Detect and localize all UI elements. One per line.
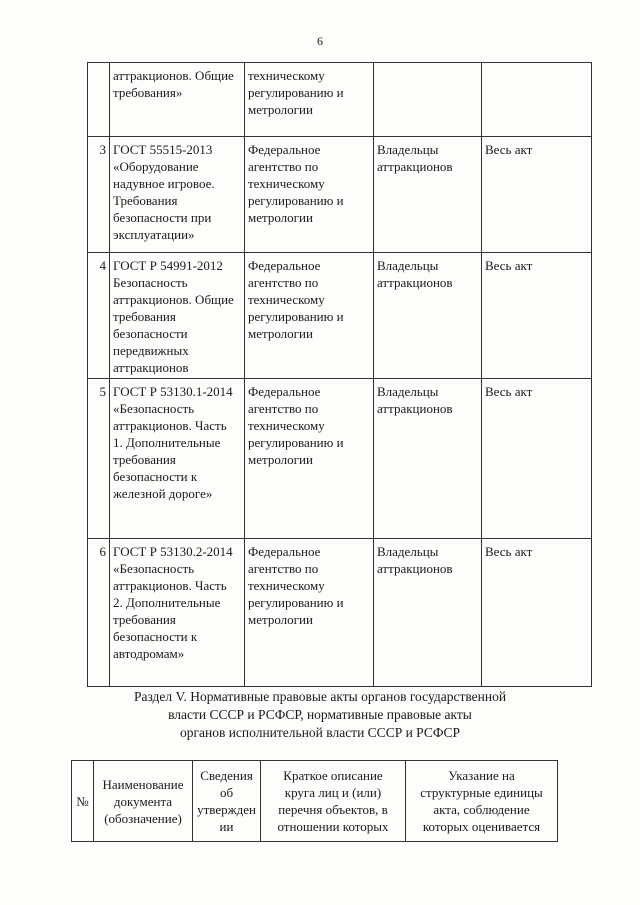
row-number: 4 [88, 253, 110, 379]
document-name [110, 253, 245, 379]
applicable-scope: Весь акт [482, 379, 592, 539]
approving-authority-line: агентство по [248, 561, 319, 576]
document-name-line: ГОСТ Р 53130.2-2014 [113, 544, 233, 559]
approving-authority-line: техническому [248, 418, 325, 433]
approving-authority-line: Федеральное [248, 384, 321, 399]
document-name-line: безопасности к [113, 629, 198, 644]
approving-authority-line: Федеральное [248, 544, 321, 559]
document-name-line: ГОСТ 55515-2013 [113, 142, 213, 157]
header-approval-info-line: ии [219, 819, 234, 834]
obligated-subjects [374, 137, 482, 253]
obligated-subjects-line: аттракционов [377, 561, 453, 576]
approving-authority-line: метрологии [248, 612, 313, 627]
table-row [88, 63, 592, 137]
header-num: № [72, 761, 94, 842]
approving-authority-line: регулированию и [248, 309, 344, 324]
header-approval-info-line: Сведения [200, 768, 253, 783]
document-name-line: железной дороге» [113, 486, 213, 501]
approving-authority-line: метрологии [248, 452, 313, 467]
document-name-line: автодромам» [113, 646, 185, 661]
document-name-line: 2. Дополнительные [113, 595, 221, 610]
document-name-line: аттракционов. Общие [113, 68, 234, 83]
document-name-line: требования [113, 452, 176, 467]
approving-authority-line: метрологии [248, 326, 313, 341]
header-description-line: круга лиц и (или) [284, 785, 382, 800]
document-name-line: эксплуатации» [113, 227, 195, 242]
document-name [110, 63, 245, 137]
approving-authority-line: метрологии [248, 102, 313, 117]
approving-authority-line: регулированию и [248, 595, 344, 610]
approving-authority-line: агентство по [248, 159, 319, 174]
header-description-line: перечня объектов, в [278, 802, 388, 817]
approving-authority-line: Федеральное [248, 142, 321, 157]
page-number: 6 [317, 34, 323, 48]
approving-authority-line: техническому [248, 68, 325, 83]
row-number: 6 [88, 539, 110, 687]
document-name-line: аттракционов [113, 360, 189, 375]
approving-authority [245, 539, 374, 687]
header-structural-units-line: которых оценивается [422, 819, 541, 834]
obligated-subjects [374, 539, 482, 687]
header-description-line: отношении которых [277, 819, 389, 834]
section-heading [110, 688, 530, 742]
document-name [110, 539, 245, 687]
document-name-line: безопасности к [113, 469, 198, 484]
document-name-line: ГОСТ Р 53130.1-2014 [113, 384, 233, 399]
approving-authority [245, 253, 374, 379]
table-row [88, 379, 592, 539]
document-name-line: ГОСТ Р 54991-2012 [113, 258, 223, 273]
applicable-scope: Весь акт [482, 539, 592, 687]
table-row [88, 539, 592, 687]
document-name-line: аттракционов. Общие [113, 292, 234, 307]
header-row [72, 761, 558, 842]
header-approval-info [193, 761, 261, 842]
document-name-line: безопасности [113, 326, 188, 341]
header-structural-units-line: структурные единицы [420, 785, 543, 800]
approving-authority-line: регулированию и [248, 193, 344, 208]
table-row [88, 253, 592, 379]
document-name [110, 379, 245, 539]
approving-authority-line: техническому [248, 292, 325, 307]
header-document-name-line: (обозначение) [104, 810, 182, 826]
header-description-line: Краткое описание [283, 768, 383, 783]
document-name-line: «Оборудование [113, 159, 199, 174]
document-name-line: аттракционов. Часть [113, 578, 227, 593]
obligated-subjects [374, 379, 482, 539]
section-v-table-header [71, 760, 558, 842]
obligated-subjects [374, 63, 482, 137]
document-name-line: Требования [113, 193, 178, 208]
document-name-line: Безопасность [113, 275, 188, 290]
document-name-line: передвижных [113, 343, 189, 358]
section-heading-line: органов исполнительной власти СССР и РСФСР [179, 725, 461, 740]
applicable-scope: Весь акт [482, 137, 592, 253]
approving-authority-line: агентство по [248, 275, 319, 290]
document-name-line: безопасности при [113, 210, 212, 225]
header-document-name [94, 761, 193, 842]
header-description [261, 761, 406, 842]
row-number: 5 [88, 379, 110, 539]
obligated-subjects-line: аттракционов [377, 275, 453, 290]
header-document-name-line: документа [113, 793, 173, 809]
obligated-subjects-line: Владельцы [377, 142, 439, 157]
header-approval-info-line: утвержден [197, 802, 256, 817]
obligated-subjects-line: Владельцы [377, 544, 439, 559]
approving-authority [245, 379, 374, 539]
document-name-line: «Безопасность [113, 561, 195, 576]
applicable-scope [482, 63, 592, 137]
obligated-subjects [374, 253, 482, 379]
section-heading-line: власти СССР и РСФСР, нормативные правовые акты [168, 707, 472, 722]
table-row [88, 137, 592, 253]
header-document-name-line: Наименование [102, 776, 184, 792]
header-approval-info-line: об [219, 785, 234, 800]
approving-authority [245, 63, 374, 137]
approving-authority [245, 137, 374, 253]
header-structural-units-line: акта, соблюдение [433, 802, 530, 817]
approving-authority-line: агентство по [248, 401, 319, 416]
document-name-line: «Безопасность [113, 401, 195, 416]
header-structural-units [406, 761, 558, 842]
document-name-line: требования [113, 612, 176, 627]
section-heading-line: Раздел V. Нормативные правовые акты органов государственной [133, 689, 507, 704]
approving-authority-line: метрологии [248, 210, 313, 225]
requirements-table [87, 62, 592, 687]
document-name-line: требования» [113, 85, 183, 100]
obligated-subjects-line: аттракционов [377, 401, 453, 416]
approving-authority-line: регулированию и [248, 85, 344, 100]
document-name-line: аттракционов. Часть [113, 418, 227, 433]
approving-authority-line: Федеральное [248, 258, 321, 273]
row-number: 3 [88, 137, 110, 253]
obligated-subjects-line: Владельцы [377, 384, 439, 399]
document-name-line: надувное игровое. [113, 176, 215, 191]
obligated-subjects-line: Владельцы [377, 258, 439, 273]
document-name-line: 1. Дополнительные [113, 435, 221, 450]
header-structural-units-line: Указание на [448, 768, 515, 783]
approving-authority-line: техническому [248, 578, 325, 593]
obligated-subjects-line: аттракционов [377, 159, 453, 174]
document-name [110, 137, 245, 253]
approving-authority-line: техническому [248, 176, 325, 191]
document-name-line: требования [113, 309, 176, 324]
row-number [88, 63, 110, 137]
applicable-scope: Весь акт [482, 253, 592, 379]
approving-authority-line: регулированию и [248, 435, 344, 450]
